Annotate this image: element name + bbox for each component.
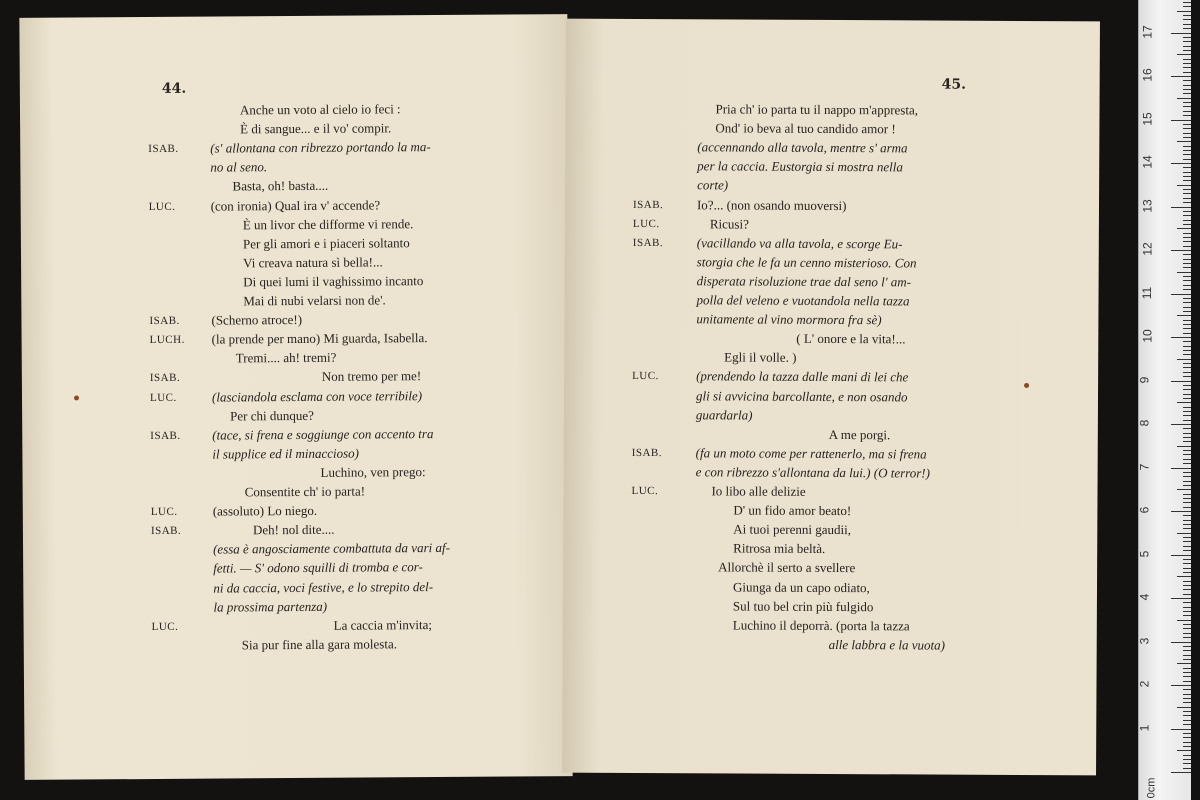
ruler-tick: [1183, 655, 1191, 656]
ruler-tick: [1183, 459, 1191, 460]
ruler-tick: [1183, 150, 1191, 151]
ruler-tick: [1183, 428, 1191, 429]
ruler-tick: [1183, 233, 1191, 234]
ruler-tick: [1171, 207, 1191, 208]
ruler-tick: [1183, 398, 1191, 399]
ruler-tick: [1183, 167, 1191, 168]
text-line: (tace, si frena e soggiunge con accento tra: [212, 425, 434, 443]
ruler-tick: [1183, 628, 1191, 629]
ruler-tick: [1183, 376, 1191, 377]
ruler-tick: [1183, 676, 1191, 677]
ruler-tick: [1183, 563, 1191, 564]
ruler-tick: [1171, 468, 1191, 469]
text-line: A me porgi.: [828, 426, 891, 442]
ruler-tick: [1183, 694, 1191, 695]
ruler-tick: [1183, 93, 1191, 94]
ruler-tick: [1183, 189, 1191, 190]
ruler-tick: [1183, 311, 1191, 312]
text-line: Di quei lumi il vaghissimo incanto: [243, 272, 424, 290]
text-line: la prossima partenza): [213, 598, 328, 615]
ruler-tick: [1183, 289, 1191, 290]
text-line: unitamente al vino mormora fra sè): [696, 311, 882, 328]
ruler-tick: [1183, 202, 1191, 203]
ruler-tick: [1183, 333, 1191, 334]
ruler-tick: [1171, 685, 1191, 686]
speaker-label: LUC.: [149, 391, 177, 404]
ruler-tick: [1183, 285, 1191, 286]
speaker-label: LUCH.: [149, 333, 185, 347]
ruler-tick: [1183, 237, 1191, 238]
speaker-label: LUC.: [151, 620, 179, 633]
ruler-tick: [1183, 211, 1191, 212]
ruler-tick: [1183, 537, 1191, 538]
ruler-tick: [1183, 128, 1191, 129]
speaker-label: ISAB.: [149, 372, 181, 385]
ruler-tick: [1183, 80, 1191, 81]
ruler-unit: 0cm: [1145, 777, 1158, 799]
text-line: Deh! nol dite....: [252, 521, 335, 538]
ruler-number: 16: [1140, 68, 1155, 82]
ruler-tick: [1183, 746, 1191, 747]
ruler-tick: [1177, 272, 1191, 273]
speaker-label: ISAB.: [631, 446, 663, 459]
ruler-tick: [1183, 276, 1191, 277]
ruler-tick: [1183, 280, 1191, 281]
ruler-tick: [1183, 702, 1191, 703]
ruler-tick: [1183, 341, 1191, 342]
ruler-tick: [1183, 106, 1191, 107]
ruler-tick: [1177, 228, 1191, 229]
ruler-tick: [1177, 11, 1191, 12]
ruler-tick: [1183, 307, 1191, 308]
ruler-tick: [1183, 520, 1191, 521]
ruler-tick: [1183, 528, 1191, 529]
ruler-tick: [1183, 768, 1191, 769]
ruler-tick: [1177, 315, 1191, 316]
text-line: Sia pur fine alla gara molesta.: [241, 636, 398, 653]
text-line: gli si avvicina barcollante, e non osando: [695, 387, 908, 404]
speaker-label: LUC.: [150, 505, 178, 519]
ruler-tick: [1183, 37, 1191, 38]
ruler-tick: [1177, 402, 1191, 403]
speaker-label: ISAB.: [150, 429, 181, 442]
ruler-tick: [1183, 154, 1191, 155]
ruler-tick: [1171, 76, 1191, 77]
ruler-tick: [1183, 646, 1191, 647]
ruler-tick: [1183, 67, 1191, 68]
ruler-tick: [1183, 41, 1191, 42]
ruler-tick: [1183, 454, 1191, 455]
text-line: ni da caccia, voci festive, e lo strepito del-: [213, 578, 434, 596]
text-line: (lasciandola esclama con voce terribile): [211, 387, 423, 405]
ruler-tick: [1183, 328, 1191, 329]
page-number-right: 45.: [941, 76, 967, 93]
ruler-tick: [1183, 581, 1191, 582]
text-line: (assoluto) Lo niego.: [212, 502, 318, 519]
ruler-tick: [1183, 85, 1191, 86]
text-line: La caccia m'invita;: [333, 616, 433, 633]
ruler-tick: [1171, 729, 1191, 730]
text-line: Luchino, ven prego:: [320, 463, 426, 480]
ruler-tick: [1183, 515, 1191, 516]
ruler-number: 1: [1137, 724, 1152, 731]
ruler-tick: [1183, 659, 1191, 660]
text-line: Per gli amori e i piaceri soltanto: [242, 234, 410, 252]
ruler-tick: [1183, 585, 1191, 586]
text-line: ( L' onore e la vita!...: [796, 331, 906, 347]
ruler-tick: [1177, 185, 1191, 186]
text-line: disperata risoluzione trae dal seno l' am-: [696, 273, 912, 290]
ruler-tick: [1183, 476, 1191, 477]
ruler-tick: [1183, 615, 1191, 616]
text-line: per la caccia. Eustorgia si mostra nella: [697, 158, 903, 175]
ruler-tick: [1183, 89, 1191, 90]
ruler-tick: [1183, 550, 1191, 551]
ruler-tick: [1183, 541, 1191, 542]
text-line: Sul tuo bel crin più fulgido: [732, 598, 874, 614]
ruler-tick: [1183, 224, 1191, 225]
text-line: storgia che le fa un cenno misterioso. Con: [696, 254, 917, 271]
text-line: (vacillando va alla tavola, e scorge Eu-: [696, 234, 903, 252]
ruler-tick: [1183, 733, 1191, 734]
text-line: fetti. — S' odono squilli di tromba e cor-: [213, 559, 423, 576]
text-line: no al seno.: [210, 159, 268, 175]
text-line: Non tremo per me!: [321, 368, 422, 385]
text-line: Pria ch' io parta tu il nappo m'appresta,: [715, 101, 919, 118]
ruler-tick: [1183, 637, 1191, 638]
ruler-tick: [1183, 607, 1191, 608]
ruler-tick: [1183, 263, 1191, 264]
ruler-tick: [1183, 254, 1191, 255]
ruler-number: 12: [1140, 242, 1155, 256]
text-line: D' un fido amor beato!: [733, 502, 852, 519]
ruler-tick: [1183, 198, 1191, 199]
text-line: Egli il volle. ): [724, 349, 797, 366]
ruler-tick: [1177, 533, 1191, 534]
ruler-tick: [1183, 180, 1191, 181]
ruler-tick: [1183, 559, 1191, 560]
ruler-tick: [1183, 2, 1191, 3]
ruler-tick: [1183, 367, 1191, 368]
text-line: Consentite ch' io parta!: [244, 483, 366, 500]
ruler-tick: [1171, 555, 1191, 556]
text-line: (la prende per mano) Mi guarda, Isabella.: [211, 330, 428, 347]
ruler-tick: [1177, 141, 1191, 142]
ruler-tick: [1183, 350, 1191, 351]
ruler-tick: [1183, 437, 1191, 438]
ruler-tick: [1183, 420, 1191, 421]
ruler-number: 10: [1140, 329, 1155, 343]
ruler-tick: [1183, 146, 1191, 147]
text-line: (prendendo la tazza dalle mani di lei che: [696, 368, 909, 385]
text-line: (fa un moto come per rattenerlo, ma si frena: [695, 445, 927, 462]
text-line: Allorchè il serto a svellere: [718, 559, 856, 576]
text-line: Ritrosa mia beltà.: [733, 540, 826, 557]
ruler-number: 17: [1140, 24, 1155, 39]
ruler-tick: [1183, 711, 1191, 712]
ruler-tick: [1177, 620, 1191, 621]
ruler-number: 7: [1137, 463, 1152, 470]
ruler-tick: [1177, 663, 1191, 664]
speaker-label: ISAB.: [632, 236, 664, 249]
ruler-tick: [1171, 250, 1191, 251]
ruler-number: 11: [1140, 286, 1155, 299]
text-line: Basta, oh! basta....: [232, 178, 329, 194]
left-page: [19, 14, 572, 780]
ruler-tick: [1183, 346, 1191, 347]
ruler-tick: [1183, 502, 1191, 503]
ruler-tick: [1183, 763, 1191, 764]
ruler-tick: [1183, 115, 1191, 116]
ruler-tick: [1183, 102, 1191, 103]
speaker-label: ISAB.: [148, 143, 179, 156]
ruler-tick: [1183, 19, 1191, 20]
ruler-tick: [1177, 446, 1191, 447]
page-number-left: 44.: [161, 80, 187, 97]
text-line: (s' allontana con ribrezzo portando la ma-: [210, 139, 431, 156]
ruler-tick: [1171, 294, 1191, 295]
text-line: Ricusi?: [709, 215, 749, 232]
text-line: polla del veleno e vuotandola nella tazza: [696, 292, 910, 309]
ruler-number: 6: [1137, 506, 1152, 514]
ruler-tick: [1183, 63, 1191, 64]
ruler-tick: [1183, 650, 1191, 651]
speaker-label: LUC.: [632, 217, 660, 230]
ruler-tick: [1183, 15, 1191, 16]
ruler-tick: [1177, 489, 1191, 490]
ruler-tick: [1183, 433, 1191, 434]
ruler-tick: [1183, 441, 1191, 442]
ruler-tick: [1183, 672, 1191, 673]
text-line: il supplice ed il minaccioso): [212, 445, 360, 462]
text-line: Tremi.... ah! tremi?: [235, 350, 337, 366]
ruler-tick: [1183, 6, 1191, 7]
ruler-tick: [1177, 98, 1191, 99]
ruler-number: 14: [1140, 155, 1155, 169]
ruler-tick: [1183, 220, 1191, 221]
ruler-tick: [1183, 215, 1191, 216]
ruler-tick: [1183, 498, 1191, 499]
text-line: (accennando alla tavola, mentre s' arma: [697, 139, 908, 156]
text-line: Anche un voto al cielo io feci :: [239, 101, 401, 118]
text-line: (con ironia) Qual ira v' accende?: [210, 196, 381, 214]
text-line: corte): [697, 177, 729, 193]
text-line: (essa è angosciamente combattuta da vari af-: [213, 540, 450, 557]
text-line: Giunga da un capo odiato,: [732, 578, 870, 595]
ruler-number: 13: [1140, 198, 1155, 213]
ruler-tick: [1183, 698, 1191, 699]
ruler-tick: [1183, 72, 1191, 73]
ruler-tick: [1183, 715, 1191, 716]
ruler-tick: [1183, 524, 1191, 525]
ruler-tick: [1183, 611, 1191, 612]
ruler-tick: [1183, 720, 1191, 721]
ruler-tick: [1183, 50, 1191, 51]
text-line: Ai tuoi perenni gaudii,: [733, 521, 852, 538]
ruler-tick: [1183, 193, 1191, 194]
ruler-tick: [1177, 54, 1191, 55]
ruler-tick: [1183, 59, 1191, 60]
ruler-tick: [1183, 324, 1191, 325]
speaker-label: ISAB.: [150, 524, 182, 538]
ruler-number: 8: [1137, 419, 1152, 427]
ruler-tick: [1183, 407, 1191, 408]
ruler-tick: [1183, 450, 1191, 451]
ruler-tick: [1183, 320, 1191, 321]
foxing-stain: [74, 396, 79, 401]
ruler-tick: [1171, 598, 1191, 599]
ruler-tick: [1183, 589, 1191, 590]
text-line: Io libo alle delizie: [711, 483, 806, 499]
ruler-tick: [1171, 163, 1191, 164]
text-line: e con ribrezzo s'allontana da lui.) (O terror!): [695, 464, 931, 481]
ruler-tick: [1183, 241, 1191, 242]
speaker-label: LUC.: [631, 484, 659, 498]
ruler-tick: [1183, 737, 1191, 738]
ruler-tick: [1171, 511, 1191, 512]
ruler-tick: [1183, 298, 1191, 299]
ruler-tick: [1183, 572, 1191, 573]
text-line: Luchino il deporrà. (porta la tazza: [732, 617, 910, 634]
ruler-tick: [1183, 546, 1191, 547]
ruler-tick: [1183, 602, 1191, 603]
ruler-tick: [1183, 24, 1191, 25]
ruler-tick: [1183, 267, 1191, 268]
ruler-tick: [1183, 594, 1191, 595]
ruler-number: 2: [1137, 680, 1152, 688]
text-line: Ond' io beva al tuo candido amor !: [715, 120, 896, 137]
ruler-number: 3: [1137, 637, 1152, 644]
ruler-tick: [1183, 689, 1191, 690]
text-line: È di sangue... e il vo' compir.: [240, 120, 392, 137]
ruler-number: 5: [1137, 550, 1152, 557]
ruler-tick: [1183, 481, 1191, 482]
text-line: guardarla): [695, 406, 753, 423]
text-line: alle labbra e la vuota): [828, 636, 946, 653]
ruler-tick: [1183, 463, 1191, 464]
text-line: Mai di nubi velarsi non de'.: [243, 292, 386, 309]
ruler-tick: [1183, 172, 1191, 173]
text-line: Io?... (non osando muoversi): [696, 196, 847, 213]
ruler-tick: [1183, 133, 1191, 134]
ruler-tick: [1183, 111, 1191, 112]
ruler-tick: [1183, 372, 1191, 373]
ruler-tick: [1183, 668, 1191, 669]
ruler-tick: [1183, 742, 1191, 743]
ruler-tick: [1183, 176, 1191, 177]
ruler-tick: [1183, 389, 1191, 390]
right-page: [562, 19, 1100, 776]
ruler-tick: [1183, 363, 1191, 364]
ruler-tick: [1183, 28, 1191, 29]
ruler-tick: [1183, 759, 1191, 760]
ruler-tick: [1183, 681, 1191, 682]
ruler-tick: [1177, 576, 1191, 577]
ruler-tick: [1171, 642, 1191, 643]
speaker-label: LUC.: [632, 370, 659, 383]
ruler-tick: [1183, 624, 1191, 625]
ruler-tick: [1183, 354, 1191, 355]
ruler-tick: [1183, 568, 1191, 569]
ruler-tick: [1177, 707, 1191, 708]
ruler-tick: [1183, 259, 1191, 260]
ruler-tick: [1183, 633, 1191, 634]
ruler-tick: [1183, 385, 1191, 386]
speaker-label: ISAB.: [632, 198, 664, 211]
ruler-tick: [1177, 359, 1191, 360]
ruler-tick: [1183, 724, 1191, 725]
ruler-tick: [1183, 411, 1191, 412]
ruler-tick: [1177, 750, 1191, 751]
ruler-tick: [1171, 772, 1191, 773]
text-line: È un livor che difforme vi rende.: [242, 215, 414, 232]
text-line: Vi creava natura sì bella!...: [243, 254, 383, 271]
ruler-tick: [1171, 381, 1191, 382]
ruler-tick: [1183, 246, 1191, 247]
ruler-tick: [1183, 137, 1191, 138]
ruler-tick: [1183, 472, 1191, 473]
ruler-tick: [1183, 302, 1191, 303]
ruler-tick: [1183, 394, 1191, 395]
ruler-tick: [1171, 424, 1191, 425]
ruler-tick: [1183, 159, 1191, 160]
ruler-number: 9: [1137, 376, 1152, 383]
ruler-tick: [1171, 120, 1191, 121]
ruler-tick: [1183, 46, 1191, 47]
ruler-number: 15: [1140, 111, 1155, 126]
text-line: (Scherno atroce!): [211, 312, 303, 328]
ruler-tick: [1183, 485, 1191, 486]
ruler-tick: [1183, 415, 1191, 416]
foxing-stain: [1024, 383, 1029, 388]
ruler-tick: [1183, 494, 1191, 495]
measurement-ruler: [1138, 0, 1191, 800]
text-line: Per chi dunque?: [230, 407, 314, 424]
ruler-number: 4: [1137, 593, 1152, 601]
ruler-tick: [1171, 337, 1191, 338]
ruler-tick: [1171, 33, 1191, 34]
ruler-tick: [1183, 124, 1191, 125]
ruler-tick: [1183, 755, 1191, 756]
speaker-label: LUC.: [148, 200, 176, 213]
ruler-tick: [1183, 507, 1191, 508]
speaker-label: ISAB.: [149, 314, 180, 328]
